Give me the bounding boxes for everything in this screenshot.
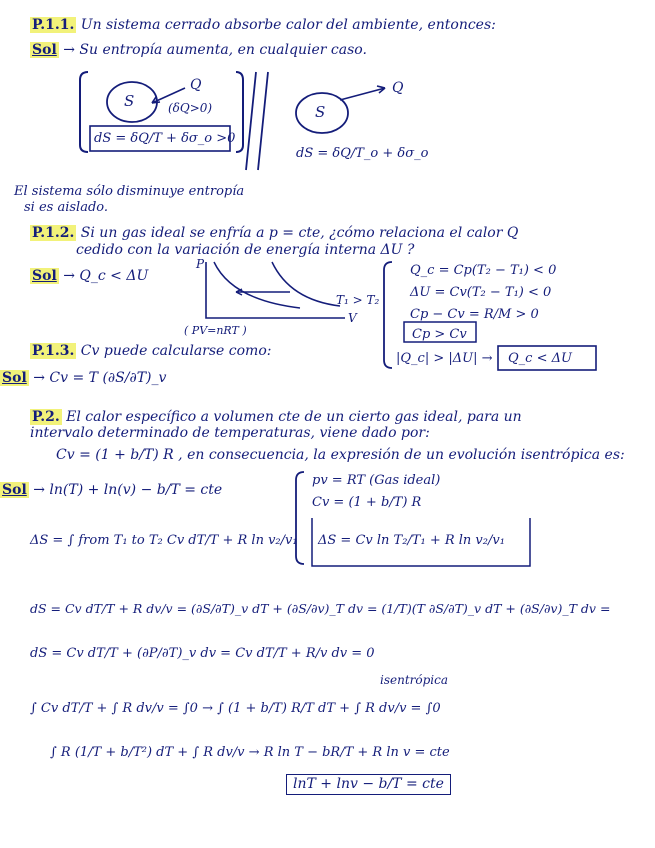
p12-r1: Q_c = Cp(T₂ − T₁) < 0 (410, 263, 557, 278)
p11-Q-left: Q (190, 77, 202, 93)
p11-eq-right: dS = δQ/T_o + δσ_o (296, 146, 429, 161)
p2-question3: Cv = (1 + b/T) R , en consecuencia, la expresión de un evolución isentrópica es: (56, 447, 625, 463)
p2-answer: → ln(T) + ln(v) − b/T = cte (33, 482, 223, 498)
p11-answer: → Su entropía aumenta, en cualquier caso. (63, 42, 367, 58)
p2-int3: ∫ R (1/T + b/T²) dT + ∫ R dv/v → R ln T − bR/T + R ln v = cte (50, 745, 450, 760)
p12-r3: Cp − Cv = R/M > 0 (410, 307, 539, 322)
p2-question1: El calor específico a volumen cte de un cierto gas ideal, para un (66, 409, 522, 425)
p2-c1: pv = RT (Gas ideal) (312, 473, 441, 488)
p11-sol-label: Sol (32, 42, 57, 58)
p11-note2: si es aislado. (24, 200, 108, 215)
p11-S-left: S (124, 92, 135, 110)
p13-label: P.1.3. (32, 343, 75, 359)
p2-int2: ∫ Cv dT/T + ∫ R dv/v = ∫0 → ∫ (1 + b/T) R/T dT + ∫ R dv/v = ∫0 (30, 701, 441, 716)
p12-sol-label: Sol (32, 268, 57, 284)
p13-answer: → Cv = T (∂S/∂T)_v (33, 370, 167, 386)
p11-eq-left: dS = δQ/T + δσ_o >0 (94, 131, 236, 146)
p2-ds1: dS = Cv dT/T + R dv/v = (∂S/∂T)_v dT + (∂S/∂v)_T dv = (1/T)(T ∂S/∂T)_v dT + (∂S/∂v)_T dv = (30, 601, 611, 616)
p2-label: P.2. (32, 409, 60, 425)
p2-c2: Cv = (1 + b/T) R (312, 495, 422, 510)
p11-question: Un sistema cerrado absorbe calor del ambiente, entonces: (80, 17, 496, 33)
p12-r5: |Q_c| > |ΔU| → (396, 351, 493, 366)
p2-ds2: dS = Cv dT/T + (∂P/∂T)_v dv = Cv dT/T + R/v dv = 0 (30, 646, 375, 661)
p12-graph-p: P (196, 257, 205, 271)
p12-question2: cedido con la variación de energía interna ΔU ? (76, 242, 415, 258)
p12-question1: Si un gas ideal se enfría a p = cte, ¿cómo relaciona el calor Q (80, 225, 519, 241)
p11-Q-right: Q (392, 80, 404, 96)
p2-question2: intervalo determinado de temperaturas, viene dado por: (30, 425, 430, 441)
p2-sol-label: Sol (2, 482, 27, 498)
p12-answer: → Q_c < ΔU (63, 268, 149, 284)
p12-r2: ΔU = Cv(T₂ − T₁) < 0 (410, 285, 552, 300)
p2-int1: ΔS = ∫ from T₁ to T₂ Cv dT/T + R ln v₂/v₁ (30, 533, 298, 548)
p11-S-right: S (315, 103, 326, 121)
p12-r5-box: Q_c < ΔU (508, 351, 572, 366)
p11-note1: El sistema sólo disminuye entropía (14, 184, 245, 199)
p12-graph-v: V (348, 311, 357, 325)
p13-sol-label: Sol (2, 370, 27, 386)
p13-question: Cv puede calcularse como: (80, 343, 272, 359)
p2-isentropica: isentrópica (380, 673, 449, 687)
p11-dQ: (δQ>0) (168, 101, 213, 115)
p2-c3: ΔS = Cv ln T₂/T₁ + R ln v₂/v₁ (318, 533, 505, 548)
p12-r4: Cp > Cv (412, 327, 467, 342)
p11-label: P.1.1. (32, 17, 75, 33)
p12-graph-t: T₁ > T₂ (336, 293, 380, 307)
p12-graph-pv: ( PV=nRT ) (184, 324, 247, 337)
p12-label: P.1.2. (32, 225, 75, 241)
p2-final-boxed: lnT + lnv − b/T = cte (286, 774, 451, 795)
